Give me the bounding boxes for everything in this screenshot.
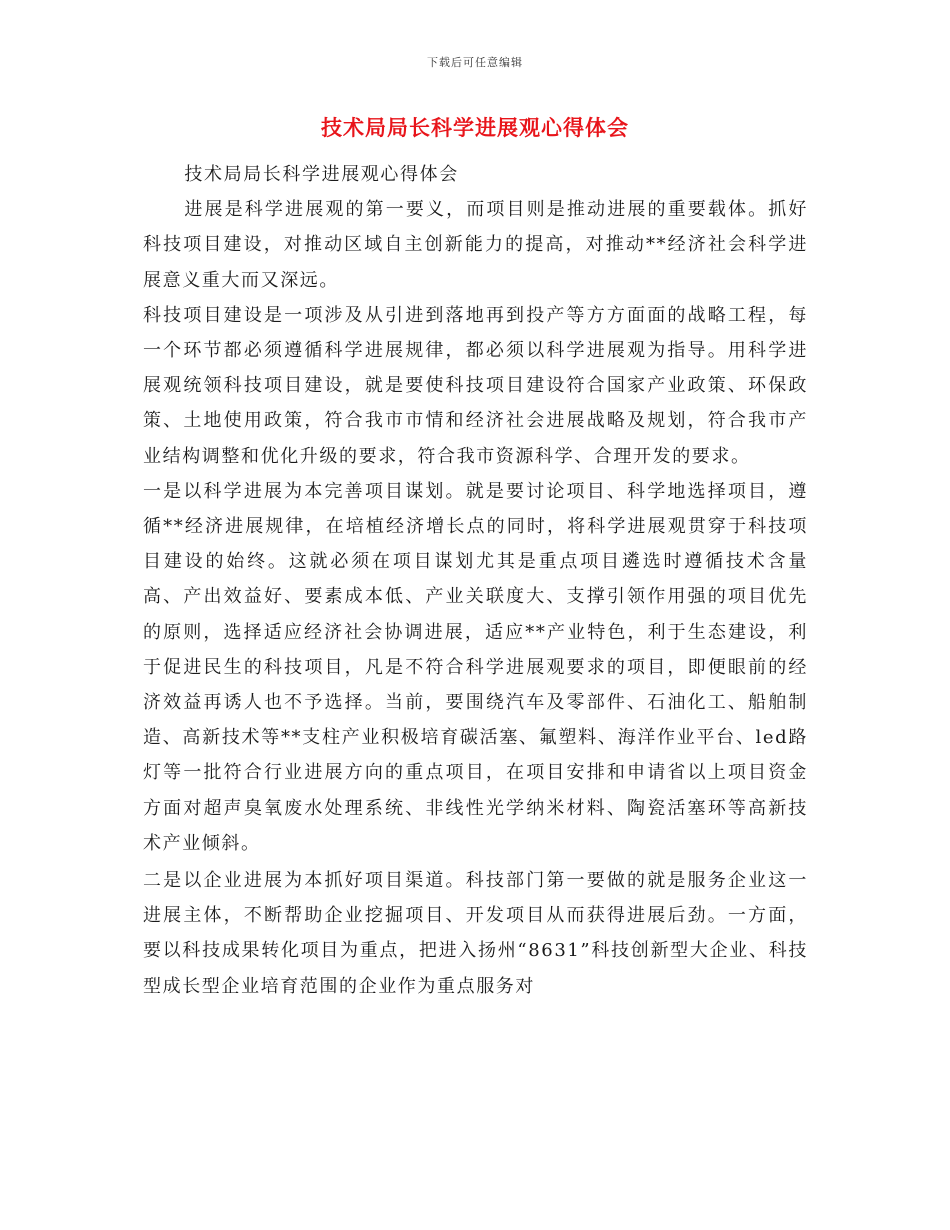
paragraph-subtitle: 技术局局长科学进展观心得体会: [184, 164, 459, 185]
document-body: [143, 157, 808, 1004]
page-header-note: 下载后可任意编辑: [427, 56, 523, 69]
paragraph-intro: 进展是科学进展观的第一要义，而项目则是推动进展的重要载体。抓好科技项目建设，对推动区域自主创新能力的提高，对推动**经济社会科学进展意义重大而又深远。: [143, 199, 808, 291]
document-title: 技术局局长科学进展观心得体会: [321, 116, 629, 140]
paragraph-point-two: 二是以企业进展为本抓好项目渠道。科技部门第一要做的就是服务企业这一进展主体，不断帮助企业挖掘项目、开发项目从而获得进展后劲。一方面，要以科技成果转化项目为重点，把进入扬州“8631”科技创新型大企业、科技型成长型企业培育范围的企业作为重点服务对: [143, 870, 808, 997]
paragraph-point-one: 一是以科学进展为本完善项目谋划。就是要讨论项目、科学地选择项目，遵循**经济进展规律，在培植经济增长点的同时，将科学进展观贯穿于科技项目建设的始终。这就必须在项目谋划尤其是重点项目遴选时遵循技术含量高、产出效益好、要素成本低、产业关联度大、支撑引领作用强的项目优先的原则，选择适应经济社会协调进展，适应**产业特色，利于生态建设，利于促进民生的科技项目，凡是不符合科学进展观要求的项目，即便眼前的经济效益再诱人也不予选择。当前，要围绕汽车及零部件、石油化工、船舶制造、高新技术等**支柱产业积极培育碳活塞、氟塑料、海洋作业平台、led路灯等一批符合行业进展方向的重点项目，在项目安排和申请省以上项目资金方面对超声臭氧废水处理系统、非线性光学纳米材料、陶瓷活塞环等高新技术产业倾斜。: [143, 480, 808, 854]
paragraph-project-construction: 科技项目建设是一项涉及从引进到落地再到投产等方方面面的战略工程，每一个环节都必须遵循科学进展规律，都必须以科学进展观为指导。用科学进展观统领科技项目建设，就是要使科技项目建设符合国家产业政策、环保政策、土地使用政策，符合我市市情和经济社会进展战略及规划，符合我市产业结构调整和优化升级的要求，符合我市资源科学、合理开发的要求。: [143, 304, 808, 467]
